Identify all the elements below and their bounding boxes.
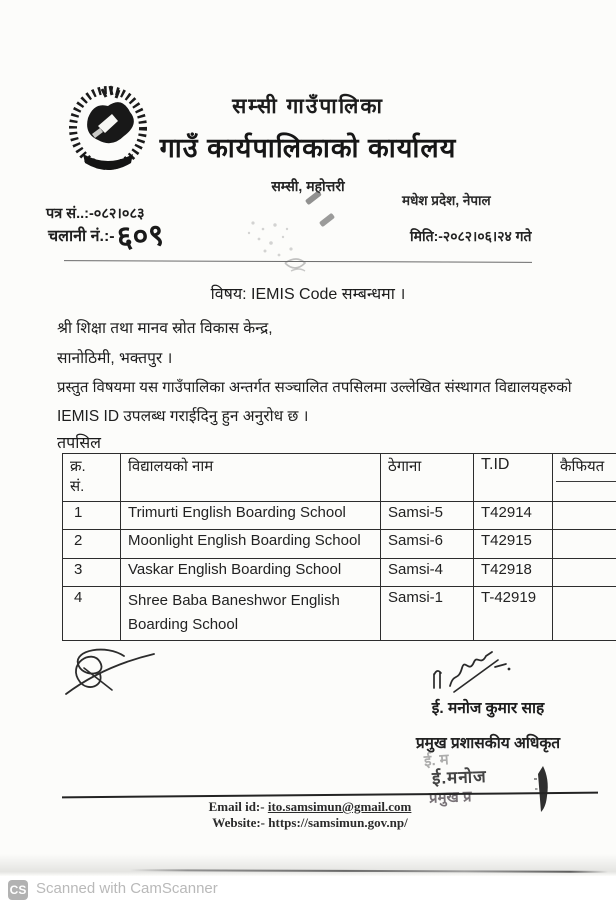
email-link: ito.samsimun@gmail.com <box>267 799 412 814</box>
cell-sn: 4 <box>63 587 121 641</box>
table-header-row <box>63 454 616 502</box>
dispatch-number-label: चलानी नं.:- <box>48 228 115 245</box>
office-stamp-ghost: ई. म <box>423 751 450 770</box>
cell-remarks <box>553 559 616 587</box>
cell-remarks <box>553 587 616 641</box>
body-paragraph-line-2: IEMIS ID उपलब्ध गराईदिनु हुन अनुरोध छ । <box>57 408 309 425</box>
cell-tid: T42915 <box>474 530 553 559</box>
handwritten-dispatch-number: ६०९ <box>115 218 165 254</box>
table-row <box>63 530 616 559</box>
cell-school-name: Trimurti English Boarding School <box>121 502 381 530</box>
schools-table <box>62 453 616 641</box>
page-bottom-shadow <box>0 854 616 876</box>
cell-school-name: Vaskar English Boarding School <box>121 559 381 587</box>
header-address: ठेगाना <box>381 454 474 502</box>
email-label: Email id:- <box>208 799 268 814</box>
remarks-cell-artifact-line <box>556 481 616 482</box>
cell-address: Samsi-5 <box>381 502 474 530</box>
signatory-name: ई. मनोज कुमार साह <box>431 700 545 717</box>
cell-address: Samsi-1 <box>381 587 474 641</box>
letter-date: मिति:-२०८२।०६।२४ गते <box>410 228 532 244</box>
website-line <box>150 815 470 831</box>
website-url: https://samsimun.gov.np/ <box>268 815 408 830</box>
cell-sn: 1 <box>63 502 121 530</box>
camscanner-cs-icon: CS <box>8 880 28 900</box>
subject-line: विषय: IEMIS Code सम्बन्धमा । <box>210 286 406 303</box>
municipality-name: सम्सी गाउँपालिका <box>232 95 384 118</box>
office-stamp-line-2: प्रमुख प्र <box>428 788 472 807</box>
cell-school-name: Shree Baba Baneshwor English Boarding School <box>121 587 381 641</box>
cell-address: Samsi-4 <box>381 559 474 587</box>
ink-blot <box>534 766 550 812</box>
cell-tid: T-42919 <box>474 587 553 641</box>
table-row <box>63 587 616 641</box>
margin-scribble-signature <box>52 642 167 704</box>
header-remarks: कैफियत <box>553 454 616 502</box>
footer-divider <box>62 792 598 798</box>
cell-address: Samsi-6 <box>381 530 474 559</box>
recipient-line-2: सानोठिमी, भक्तपुर । <box>57 350 173 367</box>
cell-tid: T42914 <box>474 502 553 530</box>
header-serial-number: क्र. सं. <box>63 454 121 502</box>
ref-number: पत्र सं..:-०८२।०८३ <box>46 206 145 222</box>
cell-tid: T42918 <box>474 559 553 587</box>
signatory-designation: प्रमुख प्रशासकीय अधिकृत <box>415 735 561 752</box>
body-paragraph-line-1: प्रस्तुत विषयमा यस गाउँपालिका अन्तर्गत सञ्चालित तपसिलमा उल्लेखित संस्थागत विद्यालयहरुको <box>57 379 572 396</box>
office-stamp-line-1: ई.मनोज <box>431 767 488 788</box>
cell-remarks <box>553 530 616 559</box>
table-row <box>63 559 616 587</box>
province-line: मधेश प्रदेश, नेपाल <box>402 193 491 208</box>
header-tid: T.ID <box>474 454 553 502</box>
table-row <box>63 502 616 530</box>
camscanner-footer <box>0 876 616 910</box>
cell-remarks <box>553 502 616 530</box>
cell-school-name: Moonlight English Boarding School <box>121 530 381 559</box>
cell-sn: 2 <box>63 530 121 559</box>
header-school-name: विद्यालयको नाम <box>121 454 381 502</box>
official-signature <box>428 648 520 700</box>
website-label: Website:- <box>212 815 269 830</box>
office-name: गाउँ कार्यपालिकाको कार्यालय <box>159 133 457 163</box>
office-address: सम्सी, महोत्तरी <box>271 178 345 194</box>
camscanner-label: Scanned with CamScanner <box>36 880 218 897</box>
dispatch-number-line <box>48 218 165 254</box>
schedule-label: तपसिल <box>57 435 102 452</box>
faint-stamp-watermark <box>235 185 345 280</box>
recipient-line-1: श्री शिक्षा तथा मानव स्रोत विकास केन्द्र, <box>57 320 273 337</box>
cell-sn: 3 <box>63 559 121 587</box>
email-line <box>150 799 470 815</box>
